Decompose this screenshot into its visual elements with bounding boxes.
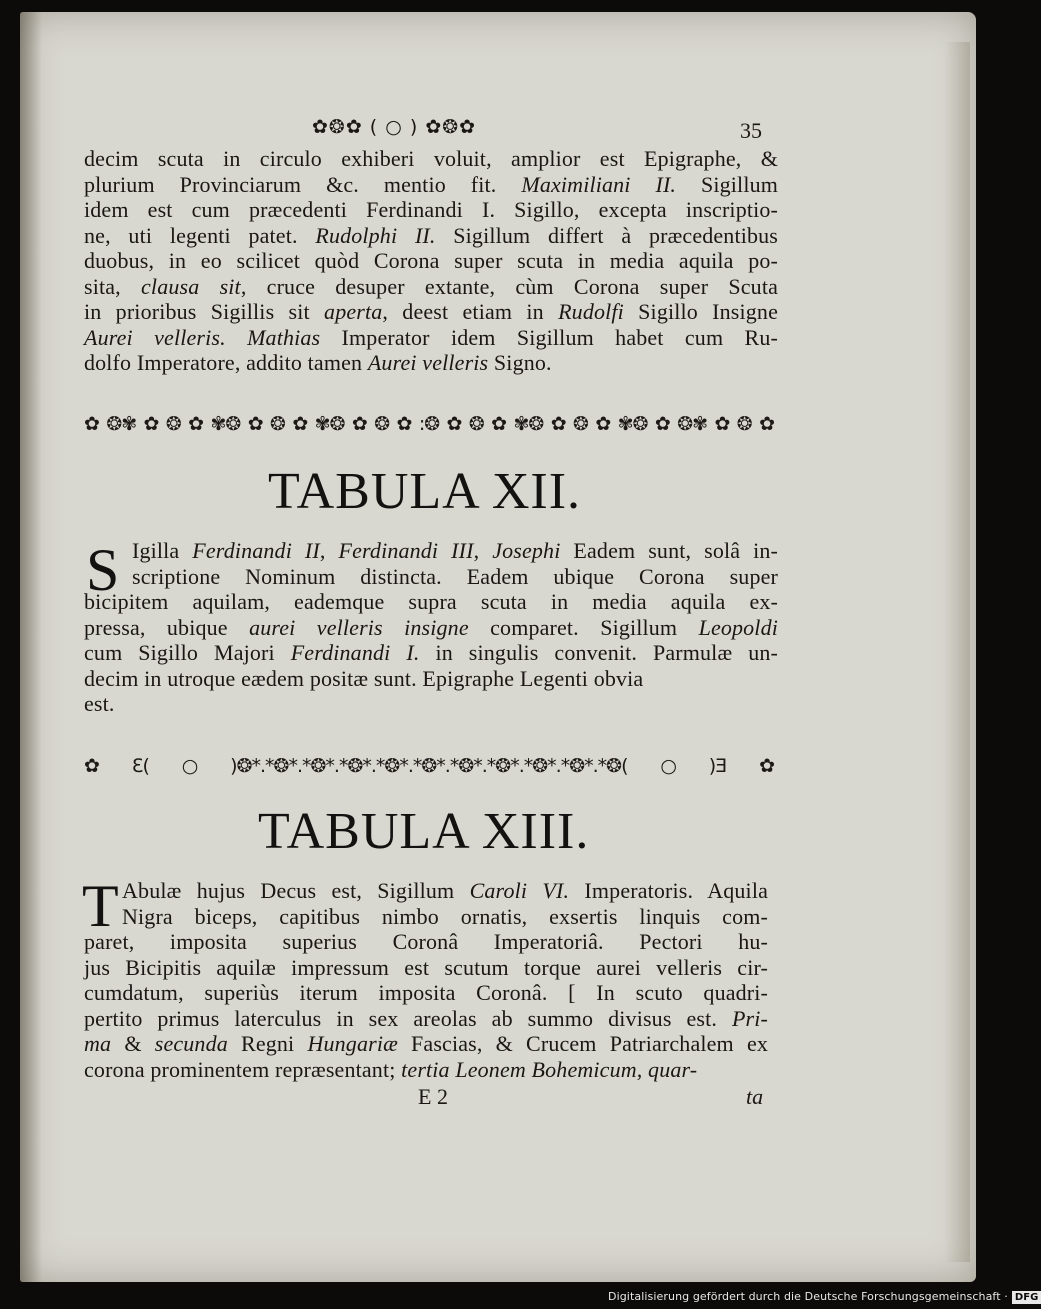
text-run: est.: [84, 691, 115, 716]
italic-run: Caroli VI.: [469, 878, 570, 903]
text-line: [84, 589, 778, 615]
ornament-divider-1: ✿❂✾✿❂✿✾❂✿❂✿✾❂✿❂✿:❂✿❂✿✾❂✿❂✿✾❂✿❂✾✿❂✿: [84, 413, 774, 435]
text-run: Regni: [227, 1031, 308, 1056]
text-run: Igilla: [132, 538, 193, 563]
italic-run: aperta: [324, 299, 383, 324]
text-run: Sigillo Insigne: [623, 299, 778, 324]
text-run: Sigillum: [676, 171, 778, 197]
tabula-xii-dropcap: S: [86, 537, 120, 603]
text-run: Eadem sunt, solâ in-: [560, 538, 778, 563]
text-run: Signo.: [488, 350, 552, 375]
text-run: in singulis convenit. Parmulæ un-: [419, 640, 778, 665]
text-run: cum Sigillo Majori: [84, 640, 291, 665]
text-line: [84, 350, 778, 376]
tabula-xiii-heading: TABULA XIII.: [258, 803, 590, 860]
text-run: corona prominentem repræsentant;: [84, 1056, 402, 1082]
italic-run: Ferdinandi II: [192, 538, 320, 563]
text-run: decim scuta in circulo exhiberi voluit, amplior est Epigraphe, &: [84, 146, 778, 171]
italic-run: Pri-: [731, 1005, 768, 1031]
text-line: [84, 248, 778, 274]
text-run: bicipitem aquilam, eademque supra scuta in media aquila ex-: [84, 589, 778, 614]
text-run: scriptione Nominum distincta. Eadem ubique Corona super: [132, 563, 778, 589]
text-line: [84, 1057, 768, 1083]
text-run: jus Bicipitis aquilæ impressum est scutum torque aurei velleris cir-: [84, 954, 768, 980]
page-gutter-shadow: [20, 12, 42, 1282]
italic-run: Josephi: [492, 538, 561, 563]
text-line: [84, 691, 778, 717]
text-line: [84, 564, 778, 590]
text-run: pertito primus laterculus in sex areolas ab summo divisus est.: [84, 1005, 732, 1031]
text-line: [84, 615, 778, 641]
text-line: [84, 1006, 768, 1032]
text-run: Imperatoris. Aquila: [569, 878, 768, 903]
text-line: [84, 172, 778, 198]
catchword: ta: [746, 1084, 764, 1109]
text-run: sita,: [84, 273, 142, 299]
text-line: [84, 146, 778, 172]
text-line: [84, 929, 768, 955]
text-line: [84, 299, 778, 325]
italic-run: Aurei velleris.: [84, 324, 226, 350]
text-run: decim in utroque eædem positæ sunt. Epigraphe Legenti obvia: [84, 665, 644, 691]
credit-text: Digitalisierung gefördert durch die Deutsche Forschungsgemeinschaft ·: [608, 1290, 1008, 1303]
text-line: [84, 223, 778, 249]
text-line: [84, 274, 778, 300]
text-run: cumdatum, superiùs iterum imposita Coronâ. [ In scuto quadri-: [84, 980, 768, 1005]
text-run: pressa, ubique: [84, 614, 250, 640]
text-line: [84, 640, 778, 666]
text-run: comparet. Sigillum: [468, 614, 699, 640]
italic-run: Rudolfi: [558, 299, 624, 324]
italic-run: Leopoldi: [698, 614, 778, 640]
dfg-logo: DFG: [1012, 1291, 1041, 1304]
tabula-xiii-dropcap: T: [82, 873, 119, 939]
italic-run: clausa sit: [141, 273, 241, 299]
italic-run: Mathias: [247, 324, 321, 350]
text-line: [84, 1031, 768, 1057]
text-run: duobus, in eo scilicet quòd Corona super scuta in media aquila po-: [84, 248, 778, 273]
header-ornament: ✿❂✿ ( ○ ) ✿❂✿: [312, 116, 477, 138]
text-run: ,: [473, 538, 493, 563]
italic-run: Ferdinandi III: [338, 538, 474, 563]
signature-mark: E 2: [418, 1084, 448, 1109]
page-edge-shadow: [944, 42, 970, 1262]
italic-run: Aurei velleris: [367, 350, 489, 375]
text-run: Abulæ hujus Decus est, Sigillum: [122, 878, 470, 903]
text-run: , deest etiam in: [382, 299, 559, 324]
text-run: ,: [319, 538, 339, 563]
text-run: in prioribus Sigillis sit: [84, 299, 325, 324]
page-number: 35: [740, 118, 762, 143]
italic-run: secunda: [154, 1031, 228, 1056]
italic-run: Rudolphi II.: [315, 222, 436, 248]
text-run: ne, uti legenti patet.: [84, 222, 316, 248]
text-run: Fascias, & Crucem Patriarchalem ex: [397, 1031, 769, 1056]
italic-run: ma: [84, 1031, 112, 1056]
text-run: [226, 325, 247, 350]
digitization-credit: [608, 1290, 1041, 1304]
text-line: [84, 325, 778, 351]
text-run: , cruce desuper extante, cùm Corona super Scuta: [240, 273, 779, 299]
italic-run: Maximiliani II.: [521, 171, 677, 197]
text-line: [84, 878, 768, 904]
text-line: [84, 980, 768, 1006]
ornament-divider-2: ✿Ɛ(○)❂*.*❂*.*❂*.*❂*.*❂*.*❂*.*❂*.*❂*.*❂*.*❂*.*❂(○)Ǝ✿: [84, 755, 774, 777]
text-line: [84, 666, 778, 692]
italic-run: tertia Leonem Bohemicum, quar-: [401, 1056, 698, 1082]
text-run: plurium Provinciarum &c. mentio fit.: [84, 171, 522, 197]
text-run: dolfo Imperatore, addito tamen: [84, 350, 368, 375]
text-line: [84, 197, 778, 223]
text-run: idem est cum præcedenti Ferdinandi I. Sigillo, excepta inscriptio-: [84, 197, 778, 222]
tabula-xii-heading: TABULA XII.: [268, 463, 582, 520]
text-run: Nigra biceps, capitibus nimbo ornatis, exsertis linquis com-: [122, 903, 768, 929]
text-run: &: [111, 1031, 155, 1056]
intro-paragraph: [84, 146, 778, 376]
italic-run: aurei velleris insigne: [249, 614, 469, 640]
text-run: Imperator idem Sigillum habet cum Ru-: [320, 324, 778, 350]
italic-run: Ferdinandi I.: [290, 640, 420, 665]
tabula-xiii-paragraph: [82, 873, 769, 1082]
text-run: paret, imposita superius Coronâ Imperatoriâ. Pectori hu-: [84, 929, 768, 954]
text-line: [84, 538, 778, 564]
text-line: [84, 955, 768, 981]
tabula-xii-paragraph: [84, 538, 778, 717]
italic-run: Hungariæ: [307, 1031, 398, 1056]
text-line: [84, 904, 768, 930]
text-run: Sigillum differt à præcedentibus: [435, 222, 778, 248]
